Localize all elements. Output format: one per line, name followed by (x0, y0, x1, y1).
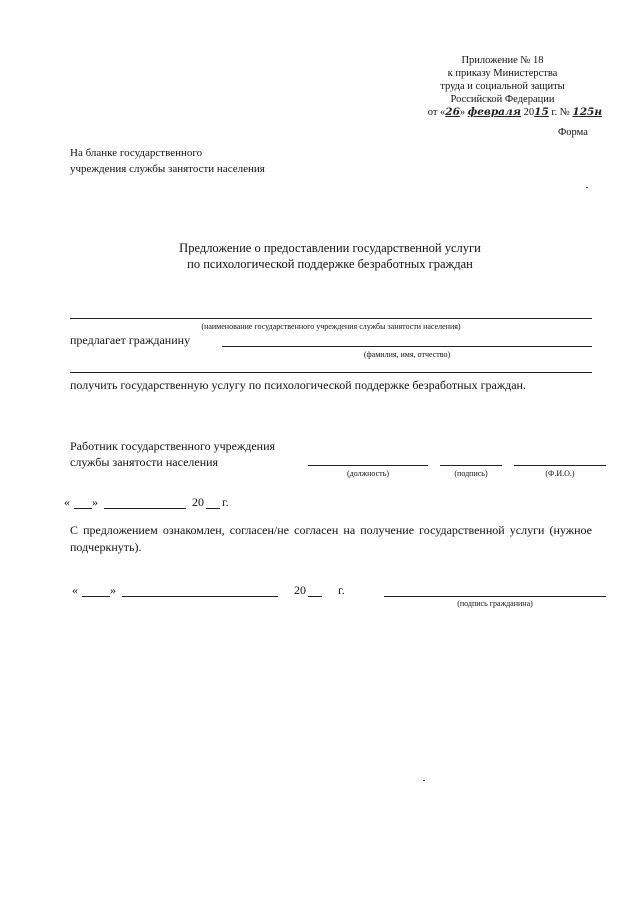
letterhead-line-1: На бланке государственного (70, 147, 203, 159)
appendix-line-2: к приказу Министерства (447, 68, 558, 79)
position-line[interactable] (308, 465, 428, 466)
date2-year-line[interactable] (308, 596, 322, 597)
handwritten-number: 125н (572, 106, 602, 118)
date2-day-line[interactable] (82, 596, 110, 597)
signature-caption: (подпись) (454, 469, 488, 478)
date-prefix: от « (427, 107, 446, 118)
number-prefix: г. № (551, 107, 570, 118)
date2-year-prefix: 20 (294, 583, 306, 597)
appendix-date-line (395, 106, 610, 119)
worker-fio-line[interactable] (514, 465, 606, 466)
scan-speck (586, 187, 588, 188)
citizen-fio-line[interactable] (222, 346, 592, 347)
date1-month-line[interactable] (104, 508, 186, 509)
worker-line-1: Работник государственного учреждения (70, 439, 276, 453)
date2-year-suffix: г. (338, 583, 345, 597)
appendix-line-3: труда и социальной защиты (440, 81, 565, 92)
service-text: получить государственную услугу по психологической поддержке безработных граждан. (70, 378, 526, 392)
handwritten-year: 15 (534, 106, 549, 118)
date2-month-line[interactable] (122, 596, 278, 597)
worker-label (70, 438, 275, 470)
citizen-signature-caption: (подпись гражданина) (457, 599, 533, 608)
date1-day-line[interactable] (74, 508, 92, 509)
date2-close-quote: » (110, 583, 116, 597)
scan-speck-2 (423, 780, 425, 781)
fio-caption: (фамилия, имя, отчество) (363, 350, 451, 359)
date1-open-quote: « (64, 495, 70, 509)
acknowledgement-content: С предложением ознакомлен, согласен/не согласен на получение государственной услуги (нужное подчеркнуть). (70, 523, 592, 554)
letterhead-line-2: учреждения службы занятости населения (70, 163, 265, 175)
appendix-line-4: Российской Федерации (450, 94, 555, 105)
appendix-line-1: Приложение № 18 (461, 55, 544, 66)
date2-open-quote: « (72, 583, 78, 597)
form-label: Форма (558, 127, 588, 138)
acknowledgement-text (70, 522, 592, 556)
handwritten-day: 26 (445, 106, 460, 118)
year-prefix: 20 (523, 107, 535, 118)
date1-year-prefix: 20 (192, 495, 204, 509)
citizen-fio-line-2[interactable] (70, 372, 592, 373)
date-mid: » (459, 107, 466, 118)
institution-caption: (наименование государственного учреждения службы занятости населения) (201, 322, 461, 331)
worker-fio-caption: (Ф.И.О.) (545, 469, 575, 478)
title-line-1: Предложение о предоставлении государственной услуги (179, 241, 481, 255)
worker-line-2: службы занятости населения (70, 455, 219, 469)
appendix-block (395, 54, 610, 119)
handwritten-month: февраля (467, 106, 522, 118)
date1-year-suffix: г. (222, 495, 229, 509)
citizen-signature-line[interactable] (384, 596, 606, 597)
institution-name-line[interactable] (70, 318, 592, 319)
position-caption: (должность) (347, 469, 389, 478)
offers-label: предлагает гражданину (70, 333, 191, 347)
document-title (120, 240, 540, 272)
letterhead-note (70, 145, 265, 177)
title-line-2: по психологической поддержке безработных граждан (187, 257, 473, 271)
date1-year-line[interactable] (206, 508, 220, 509)
date1-close-quote: » (92, 495, 98, 509)
signature-line[interactable] (440, 465, 502, 466)
